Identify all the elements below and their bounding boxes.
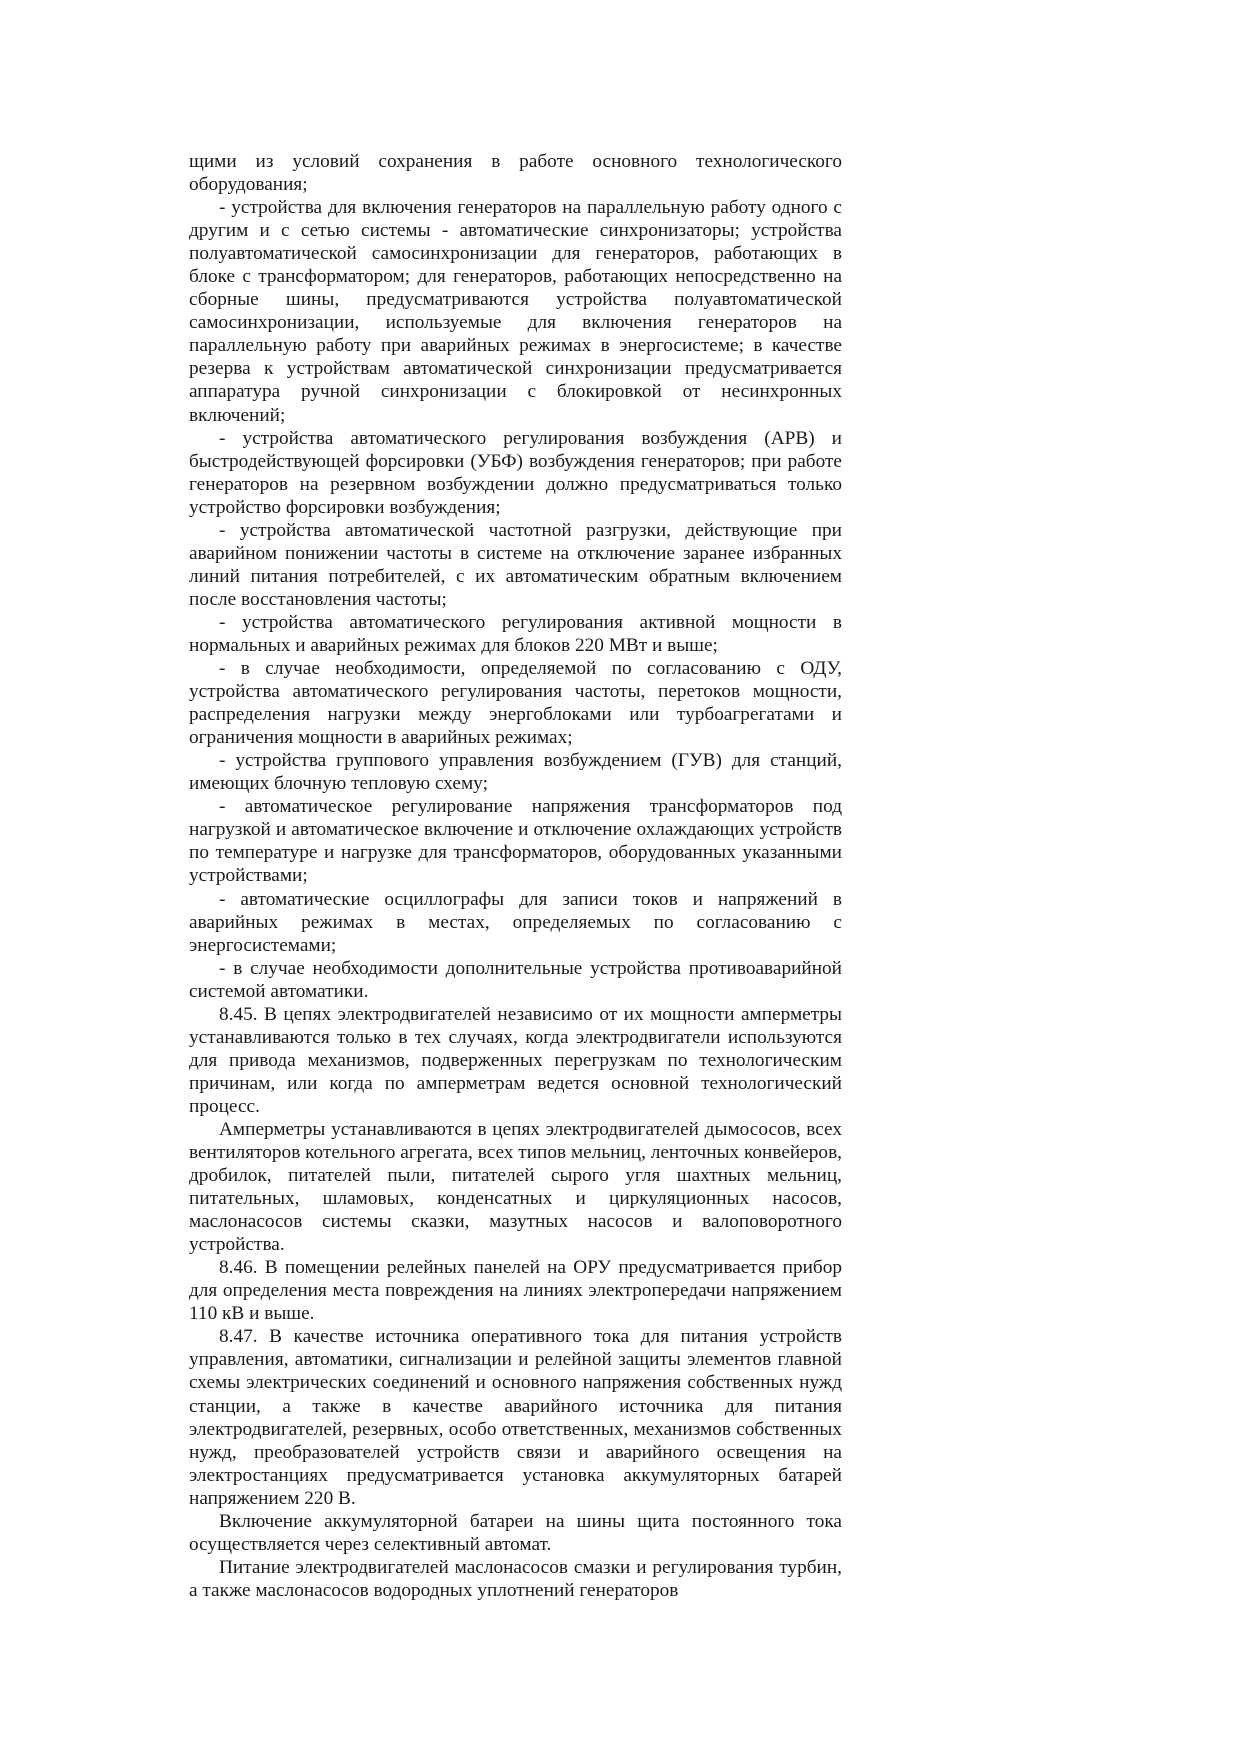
document-page: [189, 150, 842, 1602]
paragraph: щими из условий сохранения в работе основного технологического оборудования;: [189, 151, 842, 196]
paragraph: Включение аккумуляторной батареи на шины щита постоянного тока осуществляется через селективный автомат.: [189, 1510, 842, 1555]
paragraph: 8.47. В качестве источника оперативного тока для питания устройств управления, автоматики, сигнализации и релейной защиты элементов главной схемы электрических соединений и основного напряжения собственных нужд станции, а также в качестве аварийного источника для питания электродвигателей, резервных, особо ответственных, механизмов собственных нужд, преобразователей устройств связи и аварийного освещения на электростанциях предусматривается установка аккумуляторных батарей напряжением 220 В.: [189, 1326, 842, 1509]
paragraph: - устройства автоматического регулирования активной мощности в нормальных и аварийных режимах для блоков 220 МВт и выше;: [189, 611, 842, 656]
paragraph: - автоматическое регулирование напряжения трансформаторов под нагрузкой и автоматическое включение и отключение охлаждающих устройств по температуре и нагрузке для трансформаторов, оборудованных указанными устройствами;: [189, 796, 842, 887]
paragraph: - устройства группового управления возбуждением (ГУВ) для станций, имеющих блочную тепловую схему;: [189, 750, 842, 795]
paragraph: 8.45. В цепях электродвигателей независимо от их мощности амперметры устанавливаются только в тех случаях, когда электродвигатели используются для привода механизмов, подверженных перегрузкам по технологическим причинам, или когда по амперметрам ведется основной технологический процесс.: [189, 1003, 842, 1117]
paragraph: Питание электродвигателей маслонасосов смазки и регулирования турбин, а также маслонасосов водородных уплотнений генераторов: [189, 1556, 842, 1601]
paragraph: - автоматические осциллографы для записи токов и напряжений в аварийных режимах в местах, определяемых по согласованию с энергосистемами;: [189, 888, 842, 956]
paragraph: - в случае необходимости дополнительные устройства противоаварийной системой автоматики.: [189, 957, 842, 1002]
paragraph: Амперметры устанавливаются в цепях электродвигателей дымососов, всех вентиляторов котельного агрегата, всех типов мельниц, ленточных конвейеров, дробилок, питателей пыли, питателей сырого угля шахтных мельниц, питательных, шламовых, конденсатных и циркуляционных насосов, маслонасосов системы сказки, мазутных насосов и валоповоротного устройства.: [189, 1118, 842, 1256]
paragraph: - устройства автоматического регулирования возбуждения (АРВ) и быстродействующей форсировки (УБФ) возбуждения генераторов; при работе генераторов на резервном возбуждении должно предусматриваться только устройство форсировки возбуждения;: [189, 427, 842, 518]
paragraph: - в случае необходимости, определяемой по согласованию с ОДУ, устройства автоматического регулирования частоты, перетоков мощности, распределения нагрузки между энергоблоками или турбоагрегатами и ограничения мощности в аварийных режимах;: [189, 658, 842, 749]
paragraph: - устройства для включения генераторов на параллельную работу одного с другим и с сетью системы - автоматические синхронизаторы; устройства полуавтоматической самосинхронизации для генераторов, работающих в блоке с трансформатором; для генераторов, работающих непосредственно на сборные шины, предусматриваются устройства полуавтоматической самосинхронизации, используемые для включения генераторов на параллельную работу при аварийных режимах в энергосистеме; в качестве резерва к устройствам автоматической синхронизации предусматривается аппаратура ручной синхронизации с блокировкой от несинхронных включений;: [189, 197, 842, 426]
paragraph: - устройства автоматической частотной разгрузки, действующие при аварийном понижении частоты в системе на отключение заранее избранных линий питания потребителей, с их автоматическим обратным включением после восстановления частоты;: [189, 519, 842, 610]
paragraph: 8.46. В помещении релейных панелей на ОРУ предусматривается прибор для определения места повреждения на линиях электропередачи напряжением 110 кВ и выше.: [189, 1257, 842, 1325]
